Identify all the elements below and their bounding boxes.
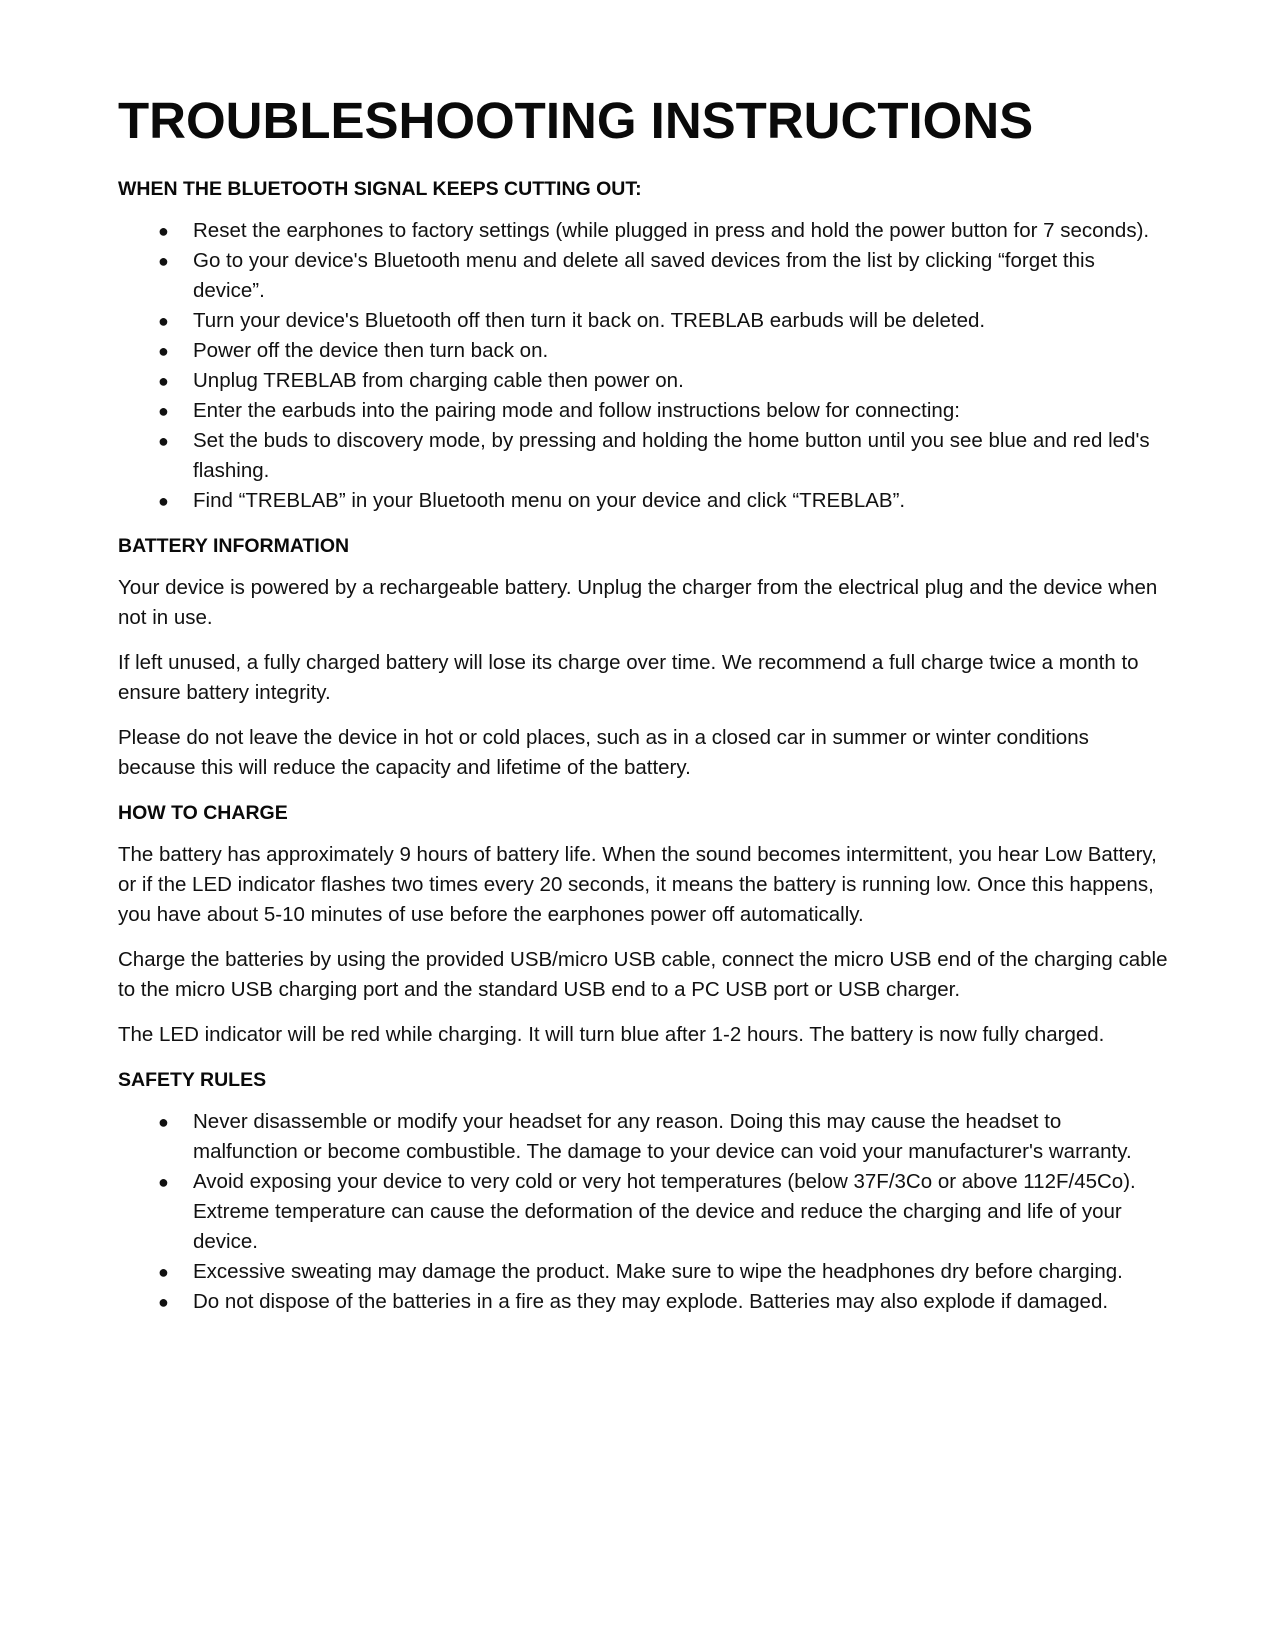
list-item: ● Find “TREBLAB” in your Bluetooth menu on your device and click “TREBLAB”. — [118, 486, 1168, 516]
document-page — [118, 92, 1168, 1332]
battery-paragraph: Please do not leave the device in hot or cold places, such as in a closed car in summer or winter conditions because this will reduce the capacity and lifetime of the battery. — [118, 726, 1089, 779]
bullet-icon: ● — [158, 1292, 169, 1312]
battery-paragraph: Your device is powered by a rechargeable battery. Unplug the charger from the electrical plug and the device when not in use. — [118, 576, 1158, 629]
bullet-icon: ● — [158, 311, 169, 331]
bullet-icon: ● — [158, 491, 169, 511]
list-item: ● Unplug TREBLAB from charging cable then power on. — [118, 366, 1168, 396]
battery-section-heading: BATTERY INFORMATION — [118, 535, 350, 557]
list-item: ● Reset the earphones to factory settings (while plugged in press and hold the power button for 7 seconds). — [118, 216, 1168, 246]
list-item: ● Go to your device's Bluetooth menu and delete all saved devices from the list by clicking “forget this device”. — [118, 246, 1168, 306]
list-item: ● Excessive sweating may damage the product. Make sure to wipe the headphones dry before charging. — [118, 1257, 1168, 1287]
list-item: ● Enter the earbuds into the pairing mode and follow instructions below for connecting: — [118, 396, 1168, 426]
page-title: TROUBLESHOOTING INSTRUCTIONS — [118, 92, 1034, 149]
charge-paragraph: The LED indicator will be red while charging. It will turn blue after 1-2 hours. The battery is now fully charged. — [118, 1023, 1105, 1046]
safety-rules-list — [118, 1107, 1168, 1317]
bullet-icon: ● — [158, 221, 169, 241]
list-item: ● Turn your device's Bluetooth off then turn it back on. TREBLAB earbuds will be deleted. — [118, 306, 1168, 336]
bluetooth-steps-list — [118, 216, 1168, 516]
safety-section-heading: SAFETY RULES — [118, 1069, 267, 1091]
bullet-icon: ● — [158, 251, 169, 271]
list-item: ● Power off the device then turn back on. — [118, 336, 1168, 366]
list-item: ● Never disassemble or modify your headset for any reason. Doing this may cause the headset to malfunction or become combustible. The damage to your device can void your manufacturer's warranty. — [118, 1107, 1168, 1167]
charge-section-heading: HOW TO CHARGE — [118, 802, 288, 824]
list-item: ● Set the buds to discovery mode, by pressing and holding the home button until you see blue and red led's flashing. — [118, 426, 1168, 486]
bullet-icon: ● — [158, 1262, 169, 1282]
bullet-icon: ● — [158, 371, 169, 391]
battery-paragraph: If left unused, a fully charged battery will lose its charge over time. We recommend a full charge twice a month to ensure battery integrity. — [118, 651, 1139, 704]
charge-paragraph: Charge the batteries by using the provided USB/micro USB cable, connect the micro USB end of the charging cable to the micro USB charging port and the standard USB end to a PC USB port or USB charger. — [118, 948, 1168, 1001]
bullet-icon: ● — [158, 401, 169, 421]
bullet-icon: ● — [158, 431, 169, 451]
bluetooth-section-heading: WHEN THE BLUETOOTH SIGNAL KEEPS CUTTING OUT: — [118, 178, 642, 200]
charge-paragraph: The battery has approximately 9 hours of battery life. When the sound becomes intermittent, you hear Low Battery, or if the LED indicator flashes two times every 20 seconds, it means the battery is running low. Once this happens, you have about 5-10 minutes of use before the earphones power off automatically. — [118, 843, 1157, 926]
list-item: ● Do not dispose of the batteries in a fire as they may explode. Batteries may also explode if damaged. — [118, 1287, 1168, 1317]
bullet-icon: ● — [158, 341, 169, 361]
bullet-icon: ● — [158, 1172, 169, 1192]
list-item: ● Avoid exposing your device to very cold or very hot temperatures (below 37F/3Co or above 112F/45Co). Extreme temperature can cause the deformation of the device and reduce the charging and life of your device. — [118, 1167, 1168, 1257]
bullet-icon: ● — [158, 1112, 169, 1132]
